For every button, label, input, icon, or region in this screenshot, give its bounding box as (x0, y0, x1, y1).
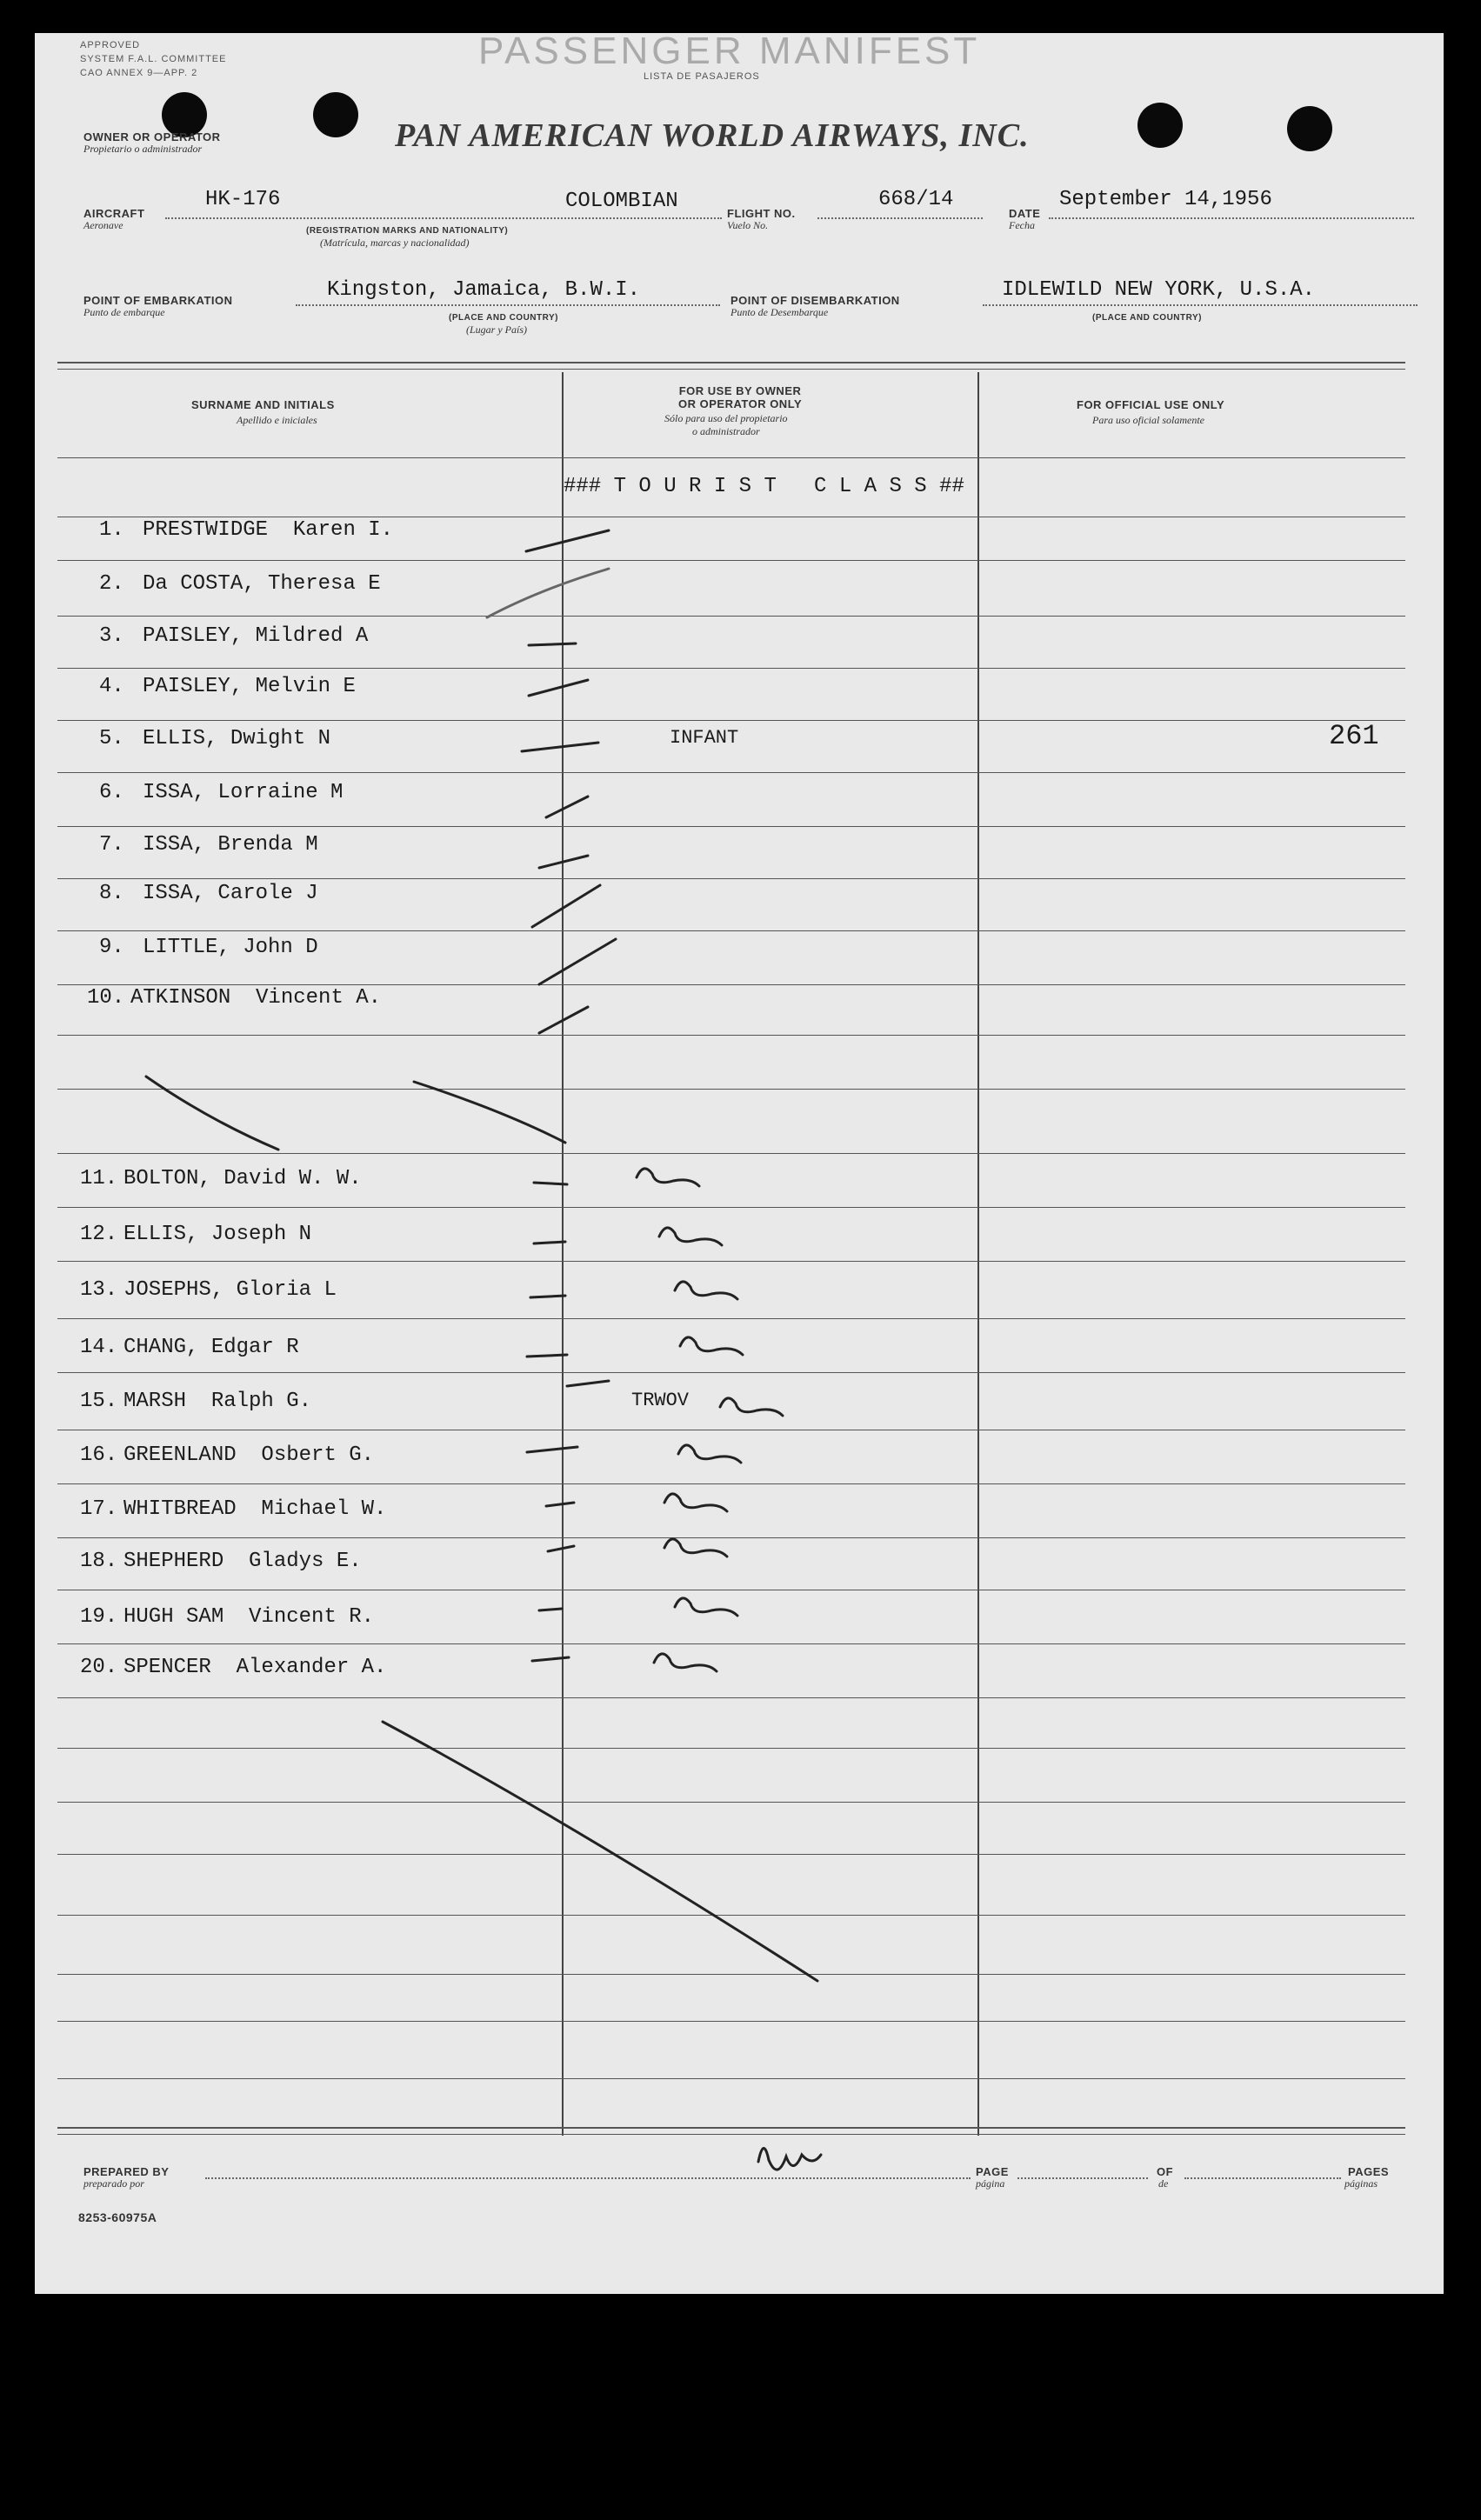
check-mark (522, 743, 598, 751)
check-mark (529, 680, 588, 696)
check-mark (532, 885, 600, 927)
initial-mark (637, 1169, 699, 1186)
approval-line: CAO ANNEX 9—APP. 2 (80, 68, 198, 78)
owner-label: OWNER OR OPERATOR (83, 130, 221, 143)
passenger-number: 1. (99, 518, 124, 542)
handwritten-marks (35, 33, 1444, 2294)
col-header-owner-line: OR OPERATOR ONLY (678, 397, 803, 410)
aircraft-label: AIRCRAFT (83, 207, 145, 220)
passenger-number: 10. (87, 986, 125, 1010)
passenger-name: WHITBREAD Michael W. (123, 1497, 387, 1521)
date-label: DATE (1009, 207, 1041, 220)
embarkation-value: Kingston, Jamaica, B.W.I. (327, 278, 641, 302)
of-label-es: de (1158, 2177, 1169, 2190)
aircraft-label-es: Aeronave (83, 219, 123, 231)
preparer-initials (758, 2148, 821, 2170)
check-mark (526, 530, 609, 551)
passenger-number: 7. (99, 833, 124, 857)
page-label-es: página (976, 2177, 1005, 2190)
col-header-official-es: Para uso oficial solamente (1092, 414, 1204, 426)
passenger-number: 19. (80, 1605, 118, 1629)
passenger-name: MARSH Ralph G. (123, 1390, 312, 1413)
void-line (383, 1722, 817, 1981)
disembark-label-es: Punto de Desembarque (730, 306, 829, 318)
passenger-name: GREENLAND Osbert G. (123, 1443, 375, 1467)
passenger-number: 17. (80, 1497, 118, 1521)
of-label: OF (1157, 2165, 1174, 2178)
pages-label: PAGES (1348, 2165, 1390, 2178)
initial-mark (675, 1598, 737, 1616)
passenger-name: SPENCER Alexander A. (123, 1656, 387, 1679)
passenger-number: 3. (99, 624, 124, 648)
owner-note: TRWOV (631, 1390, 690, 1411)
passenger-name: LITTLE, John D (143, 936, 318, 959)
passenger-name: CHANG, Edgar R (123, 1336, 299, 1359)
disembark-label: POINT OF DISEMBARKATION (730, 294, 900, 307)
void-line (146, 1077, 278, 1150)
passenger-number: 2. (99, 572, 124, 596)
page-title: PASSENGER MANIFEST (478, 30, 981, 72)
passenger-number: 14. (80, 1336, 118, 1359)
passenger-number: 9. (99, 936, 124, 959)
passenger-name: ATKINSON Vincent A. (130, 986, 382, 1010)
passenger-name: Da COSTA, Theresa E (143, 572, 381, 596)
passenger-name: HUGH SAM Vincent R. (123, 1605, 375, 1629)
passenger-number: 12. (80, 1223, 118, 1246)
registration-caption-es: (Matrícula, marcas y nacionalidad) (320, 237, 470, 249)
prepared-label: PREPARED BY (83, 2165, 170, 2178)
flight-number: 668/14 (878, 188, 954, 211)
passenger-number: 11. (80, 1167, 118, 1190)
initial-mark (720, 1398, 783, 1416)
operator-name: PAN AMERICAN WORLD AIRWAYS, INC. (395, 117, 1030, 154)
place-caption: (PLACE AND COUNTRY) (1092, 313, 1202, 323)
aircraft-value: HK-176 (205, 188, 281, 211)
registration-caption: (REGISTRATION MARKS AND NATIONALITY) (306, 226, 509, 236)
check-mark (487, 569, 609, 617)
place-caption-es: (Lugar y País) (466, 323, 527, 336)
page-title-es: LISTA DE PASAJEROS (644, 71, 760, 82)
initial-mark (664, 1539, 727, 1557)
passenger-name: BOLTON, David W. W. (123, 1167, 362, 1190)
disembarkation-value: IDLEWILD NEW YORK, U.S.A. (1002, 278, 1316, 302)
flight-label: FLIGHT NO. (727, 207, 796, 220)
check-mark (529, 643, 576, 645)
pages-underline (1184, 2177, 1341, 2179)
initial-mark (659, 1228, 722, 1245)
passenger-name: PRESTWIDGE Karen I. (143, 518, 394, 542)
prepared-label-es: preparado por (83, 2177, 144, 2190)
place-caption: (PLACE AND COUNTRY) (449, 313, 558, 323)
passenger-name: JOSEPHS, Gloria L (123, 1278, 337, 1302)
pages-label-es: páginas (1344, 2177, 1378, 2190)
check-mark (546, 797, 588, 817)
passenger-name: ISSA, Lorraine M (143, 781, 344, 804)
passenger-name: ELLIS, Joseph N (123, 1223, 312, 1246)
owner-note: INFANT (670, 727, 739, 749)
owner-label-es: Propietario o administrador (83, 143, 203, 155)
class-banner: ### T O U R I S T C L A S S ## (564, 475, 964, 498)
col-header-owner-line: FOR USE BY OWNER (678, 384, 802, 397)
form-code: 8253-60975A (78, 2210, 157, 2224)
col-header-official: FOR OFFICIAL USE ONLY (1077, 398, 1225, 411)
flight-date: September 14,1956 (1059, 188, 1272, 211)
col-header-surname: SURNAME AND INITIALS (191, 398, 335, 411)
embark-label-es: Punto de embarque (83, 306, 165, 318)
passenger-number: 6. (99, 781, 124, 804)
initial-mark (678, 1445, 741, 1463)
passenger-name: ISSA, Carole J (143, 882, 318, 905)
manifest-page (35, 30, 1444, 2294)
col-header-surname-es: Apellido e iniciales (237, 414, 317, 426)
initial-mark (675, 1282, 737, 1299)
flight-label-es: Vuelo No. (727, 219, 769, 231)
passenger-name: PAISLEY, Melvin E (143, 675, 356, 698)
void-line (414, 1082, 565, 1143)
approval-line: SYSTEM F.A.L. COMMITTEE (80, 54, 227, 64)
passenger-number: 4. (99, 675, 124, 698)
passenger-number: 16. (80, 1443, 118, 1467)
check-mark (539, 1007, 588, 1033)
nationality-value: COLOMBIAN (565, 190, 678, 213)
passenger-number: 5. (99, 727, 124, 750)
passenger-number: 13. (80, 1278, 118, 1302)
passenger-name: ISSA, Brenda M (143, 833, 318, 857)
col-header-owner-es-line: o administrador (691, 425, 760, 437)
passenger-name: PAISLEY, Mildred A (143, 624, 369, 648)
prepared-underline (205, 2177, 971, 2179)
check-mark (539, 939, 616, 984)
passenger-number: 8. (99, 882, 124, 905)
date-label-es: Fecha (1009, 219, 1035, 231)
initial-mark (654, 1654, 717, 1671)
passenger-name: SHEPHERD Gladys E. (123, 1550, 362, 1573)
approval-line: APPROVED (80, 40, 141, 50)
check-mark (539, 856, 588, 868)
official-code: 261 (1329, 720, 1379, 752)
page-label: PAGE (976, 2165, 1009, 2178)
embark-label: POINT OF EMBARKATION (83, 294, 233, 307)
col-header-owner-es-line: Sólo para uso del propietario (664, 412, 788, 424)
passenger-number: 15. (80, 1390, 118, 1413)
initial-mark (664, 1494, 727, 1511)
page-underline (1017, 2177, 1148, 2179)
passenger-number: 18. (80, 1550, 118, 1573)
passenger-number: 20. (80, 1656, 118, 1679)
initial-mark (680, 1337, 743, 1355)
passenger-name: ELLIS, Dwight N (143, 727, 331, 750)
